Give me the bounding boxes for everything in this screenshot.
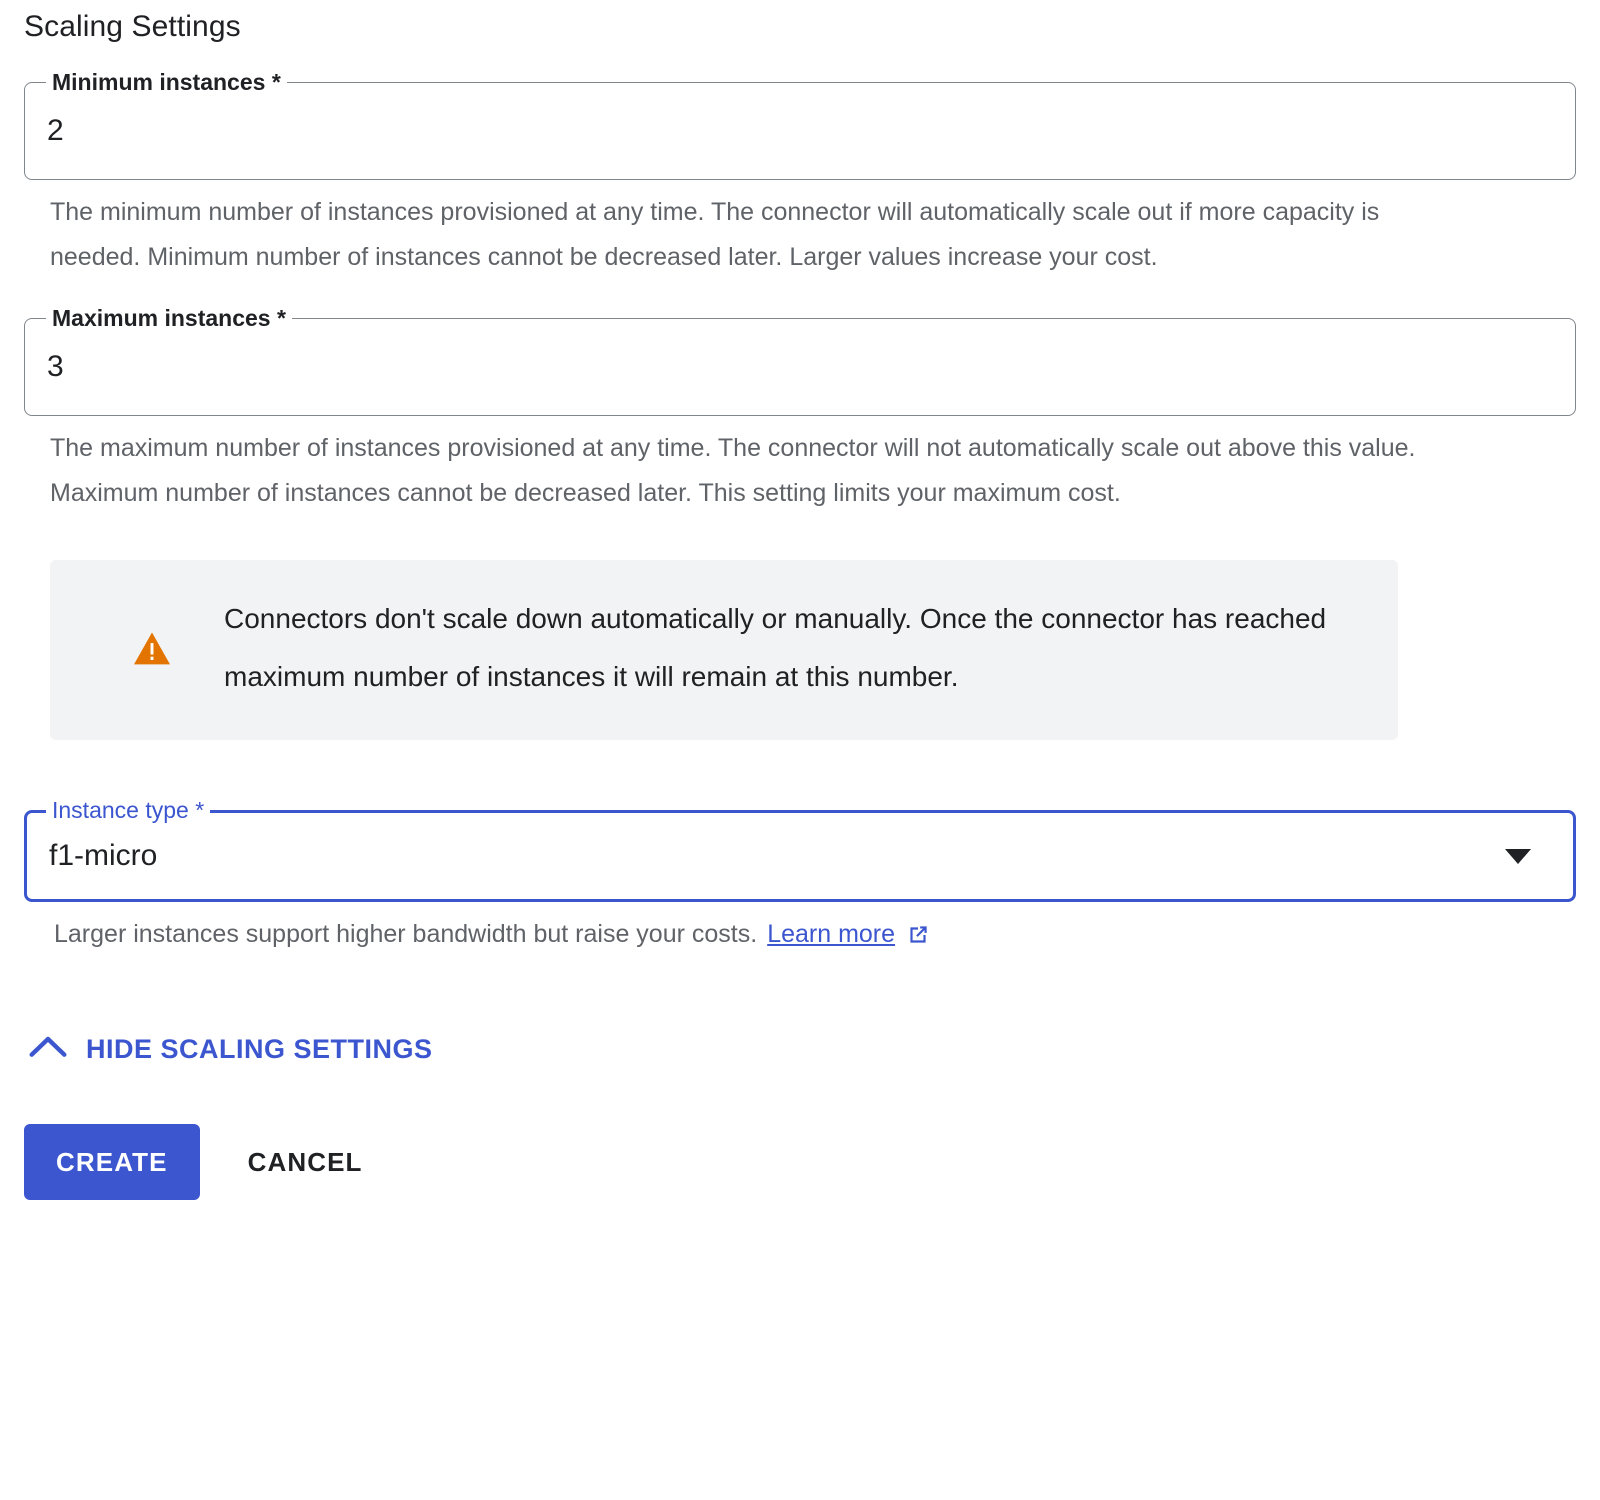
hide-scaling-settings-label: HIDE SCALING SETTINGS (86, 1034, 433, 1064)
scale-down-warning (50, 560, 1398, 740)
hide-scaling-settings-toggle[interactable] (24, 1033, 1576, 1066)
max-instances-field (24, 305, 1576, 416)
min-instances-helper: The minimum number of instances provisioned at any time. The connector will automatically scale out if more capacity is needed. Minimum number of instances cannot be decreased later. Larger values increase your cost. (50, 198, 1380, 271)
instance-type-select[interactable] (24, 810, 1576, 902)
instance-type-label: Instance type * (46, 797, 210, 823)
max-instances-input[interactable] (24, 318, 1576, 416)
chevron-up-icon (28, 1033, 68, 1066)
cancel-button[interactable]: CANCEL (222, 1124, 389, 1200)
warning-icon (132, 630, 172, 671)
min-instances-value: 2 (47, 114, 64, 147)
create-button[interactable]: CREATE (24, 1124, 200, 1200)
instance-type-helper-text: Larger instances support higher bandwidth but raise your costs. (54, 920, 758, 948)
instance-type-field (24, 797, 1576, 902)
learn-more-link[interactable]: Learn more (767, 920, 896, 948)
scale-down-warning-text: Connectors don't scale down automatically or manually. Once the connector has reached maximum number of instances it will remain at this number. (224, 603, 1327, 692)
min-instances-label: Minimum instances * (46, 69, 287, 95)
max-instances-helper: The maximum number of instances provisioned at any time. The connector will not automatically scale out above this value. Maximum number of instances cannot be decreased later. This setting limits your maximum cost. (50, 434, 1416, 507)
min-instances-input[interactable] (24, 82, 1576, 180)
open-in-new-icon[interactable] (905, 922, 931, 948)
form-actions (24, 1124, 1576, 1260)
page-title: Scaling Settings (24, 10, 241, 43)
instance-type-value: f1-micro (49, 839, 158, 872)
max-instances-label: Maximum instances * (46, 305, 292, 331)
min-instances-field (24, 69, 1576, 180)
chevron-down-icon[interactable] (1505, 849, 1531, 864)
instance-type-helper (54, 920, 1576, 949)
max-instances-value: 3 (47, 350, 64, 383)
